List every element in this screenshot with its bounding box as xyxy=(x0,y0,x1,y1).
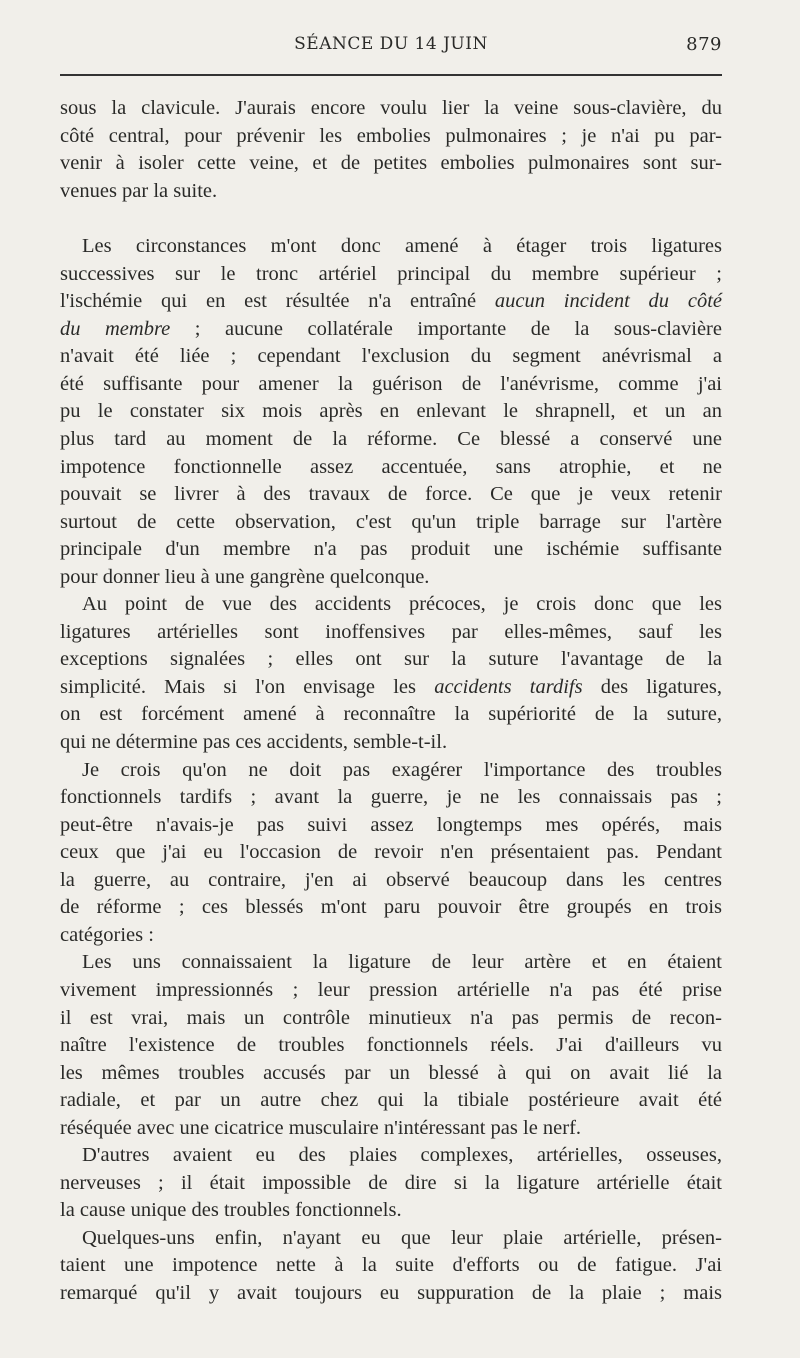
paragraph xyxy=(60,95,722,205)
header-rule xyxy=(60,74,722,76)
body-text xyxy=(60,95,722,1308)
paragraph xyxy=(60,757,722,950)
text-line: Je crois qu'on ne doit pas exagérer l'importance des troubles xyxy=(82,758,722,781)
text-line: sous la clavicule. J'aurais encore voulu lier la veine sous-clavière, du xyxy=(60,97,722,119)
text-line: été suffisante pour amener la guérison de l'anévrisme, comme j'ai xyxy=(60,372,722,395)
text-line: nerveuses ; il était impossible de dire si la ligature artérielle était xyxy=(60,1171,722,1194)
italic-span: accidents tardifs xyxy=(434,675,583,698)
text-line: radiale, et par un autre chez qui la tibiale postérieure avait été xyxy=(60,1089,722,1112)
italic-span: aucun incident du côté xyxy=(494,290,722,313)
text-span: des ligatures, xyxy=(582,675,723,698)
paragraph-gap xyxy=(60,205,722,233)
text-line xyxy=(60,288,722,316)
running-title: SÉANCE DU 14 JUIN xyxy=(294,34,488,54)
italic-span: du membre xyxy=(60,317,171,340)
text-line: qui ne détermine pas ces accidents, semble-t-il. xyxy=(60,731,448,754)
paragraph xyxy=(60,1142,722,1225)
text-line: plus tard au moment de la réforme. Ce blessé a conservé une xyxy=(60,428,722,451)
text-line: la cause unique des troubles fonctionnels. xyxy=(60,1199,402,1222)
text-line: venues par la suite. xyxy=(60,179,218,202)
text-line: successives sur le tronc artériel principal du membre supérieur ; xyxy=(60,262,722,285)
paragraph xyxy=(60,1225,722,1308)
text-line: pouvait se livrer à des travaux de force. Ce que je veux retenir xyxy=(60,483,722,506)
text-line: taient une impotence nette à la suite d'efforts ou de fatigue. J'ai xyxy=(60,1254,722,1277)
text-line: ceux que j'ai eu l'occasion de revoir n'en présentaient pas. Pendant xyxy=(60,841,722,864)
text-line xyxy=(60,316,722,344)
text-line: Les circonstances m'ont donc amené à étager trois ligatures xyxy=(82,235,722,258)
text-line: pour donner lieu à une gangrène quelconque. xyxy=(60,565,430,588)
text-line: exceptions signalées ; elles ont sur la suture l'avantage de la xyxy=(60,648,722,671)
text-line: n'avait été liée ; cependant l'exclusion du segment anévrismal a xyxy=(60,345,722,368)
text-line xyxy=(60,674,722,702)
text-line: peut-être n'avais-je pas suivi assez longtemps mes opérés, mais xyxy=(60,813,722,836)
text-span: ; aucune collatérale importante de la sous-clavière xyxy=(170,317,722,340)
text-line: ligatures artérielles sont inoffensives par elles-mêmes, sauf les xyxy=(60,620,722,643)
text-line: naître l'existence de troubles fonctionnels réels. J'ai d'ailleurs vu xyxy=(60,1034,722,1057)
text-line: pu le constater six mois après en enlevant le shrapnell, et un an xyxy=(60,400,722,423)
text-line: on est forcément amené à reconnaître la supériorité de la suture, xyxy=(60,703,722,726)
running-head xyxy=(60,34,722,62)
text-line: il est vrai, mais un contrôle minutieux n'a pas permis de recon- xyxy=(60,1006,722,1029)
text-line: réséquée avec une cicatrice musculaire n'intéressant pas le nerf. xyxy=(60,1116,582,1139)
text-line: venir à isoler cette veine, et de petites embolies pulmonaires sont sur- xyxy=(60,152,722,175)
text-line: côté central, pour prévenir les embolies pulmonaires ; je n'ai pu par- xyxy=(60,124,722,147)
text-line: vivement impressionnés ; leur pression artérielle n'a pas été prise xyxy=(60,978,722,1001)
page-number: 879 xyxy=(686,34,722,55)
text-line: de réforme ; ces blessés m'ont paru pouvoir être groupés en trois xyxy=(60,896,722,919)
paragraph xyxy=(60,949,722,1142)
text-line: les mêmes troubles accusés par un blessé à qui on avait lié la xyxy=(60,1061,722,1084)
text-line: D'autres avaient eu des plaies complexes, artérielles, osseuses, xyxy=(82,1144,722,1167)
text-line: remarqué qu'il y avait toujours eu suppuration de la plaie ; mais xyxy=(60,1281,722,1304)
text-span: simplicité. Mais si l'on envisage les xyxy=(60,675,435,698)
text-line: Au point de vue des accidents précoces, je crois donc que les xyxy=(82,593,722,616)
text-line: surtout de cette observation, c'est qu'un triple barrage sur l'artère xyxy=(60,510,722,533)
text-line: catégories : xyxy=(60,923,154,946)
text-line: fonctionnels tardifs ; avant la guerre, je ne les connaissais pas ; xyxy=(60,786,722,809)
text-line: la guerre, au contraire, j'en ai observé beaucoup dans les centres xyxy=(60,868,722,891)
text-line: impotence fonctionnelle assez accentuée, sans atrophie, et ne xyxy=(60,455,722,478)
paragraph xyxy=(60,591,722,756)
text-line: Les uns connaissaient la ligature de leur artère et en étaient xyxy=(82,951,722,974)
paragraph xyxy=(60,233,722,591)
text-line: principale d'un membre n'a pas produit une ischémie suffisante xyxy=(60,538,722,561)
text-line: Quelques-uns enfin, n'ayant eu que leur plaie artérielle, présen- xyxy=(82,1226,722,1249)
text-span: l'ischémie qui en est résultée n'a entraîné xyxy=(60,290,495,313)
